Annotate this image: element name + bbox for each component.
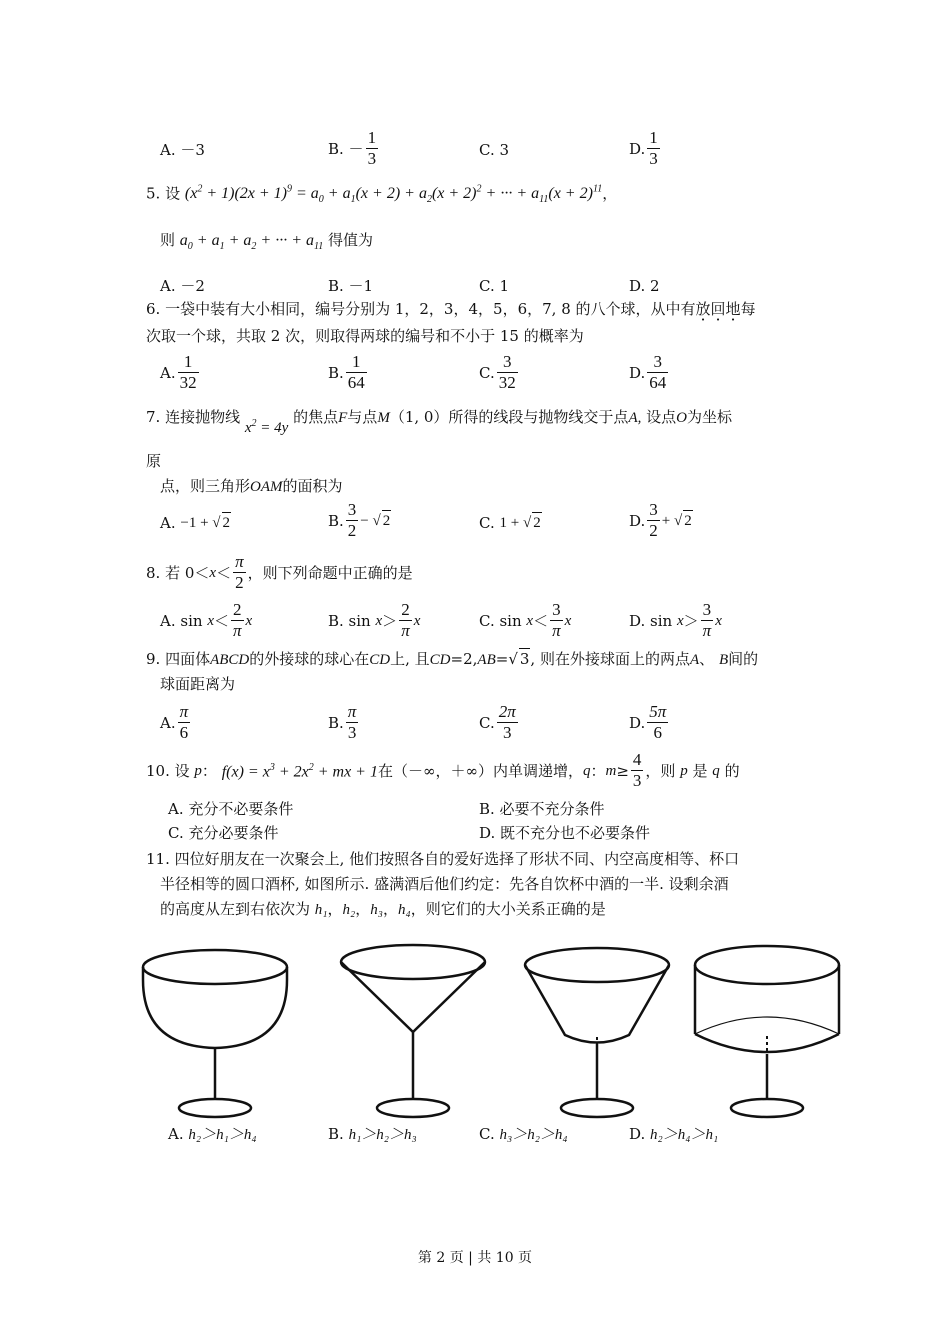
q6-option-b: B. $\frac{1}{64}$ (328, 352, 365, 392)
q11-option-d: D. h₂＞h₄＞h₁ (629, 1125, 719, 1143)
q9-option-b: B. $\frac{\pi}{3}$ (328, 702, 357, 742)
q7-option-b: B. $\frac{3}{2}$ − √ 2 (328, 500, 391, 540)
q11-option-c: C. h₃＞h₂＞h₄ (479, 1125, 568, 1143)
cone-glass-icon (341, 945, 485, 1117)
q4-option-a: A. －3 (160, 141, 205, 159)
q5-option-c: C. 1 (479, 277, 510, 295)
q6-line1: 6. 一袋中装有大小相同，编号分别为 1，2，3，4，5，6，7, 8 的八个球，从中有放回地每 (146, 300, 756, 318)
q7-option-a: A. −1 + √ 2 (160, 513, 231, 532)
q10-option-a: A. 充分不必要条件 (168, 800, 294, 818)
q10-option-d: D. 既不充分也不必要条件 (479, 824, 651, 842)
q7-line2: 原 (146, 452, 162, 470)
q7-line3: 点，则三角形OAM的面积为 (160, 477, 343, 495)
q9-option-c: C. $\frac{2\pi}{3}$ (479, 702, 516, 742)
q5-option-d: D. 2 (629, 277, 660, 295)
q9-option-a: A. $\frac{\pi}{6}$ (160, 702, 189, 742)
q6-option-c: C. $\frac{3}{32}$ (479, 352, 516, 392)
q6-option-d: D. $\frac{3}{64}$ (629, 352, 667, 392)
q9-option-d: D. $\frac{5\pi}{6}$ (629, 702, 667, 742)
page-footer: 第 2 页 | 共 10 页 (417, 1250, 533, 1266)
hemisphere-glass-icon (143, 950, 287, 1117)
q11-line2: 半径相等的圆口酒杯, 如图所示. 盛满酒后他们约定：先各自饮杯中酒的一半. 设剩余酒 (160, 875, 729, 893)
q4-option-d: D. $\frac{1}{3}$ (629, 128, 658, 168)
q6-line2: 次取一个球，共取 2 次，则取得两球的编号和不小于 15 的概率为 (146, 327, 584, 345)
q7-option-d: D. $\frac{3}{2}$ + √ 2 (629, 500, 692, 540)
q4-option-c: C. 3 (479, 141, 510, 159)
q7-option-c: C. 1 + √ 2 (479, 513, 541, 532)
q8-option-b: B. sin x ＞ $\frac{2}{\pi}$ x (328, 600, 421, 640)
q8-stem: 8. 若 0＜ x ＜ $\frac{\pi}{2}$ ，则下列命题中正确的是 (146, 552, 413, 592)
frustum-glass-icon (525, 948, 669, 1117)
q4-option-b: B. － $\frac{1}{3}$ (328, 128, 377, 168)
q5-line2: 则 $a_0 + a_1 + a_2$ + ··· + $a_{11}$ 得值为 (160, 231, 374, 253)
q5-option-a: A. －2 (160, 277, 205, 295)
q10-stem: 10. 设 p ： $f(x) = x^3 + 2x^2$ + mx + 1 在（－∞，＋∞）内单调递增， q ： m ≥ $\frac{4}{3}$ ，则 p 是 q 的 (146, 750, 740, 790)
q7-line1: 7. 连接抛物线 $x^2 = 4y$ 的焦点F与点M（1, 0）所得的线段与抛物线交于点A, 设点O为坐标 (146, 408, 732, 436)
q10-option-c: C. 充分必要条件 (168, 824, 279, 842)
q6-option-a: A. $\frac{1}{32}$ (160, 352, 197, 392)
q10-option-b: B. 必要不充分条件 (479, 800, 605, 818)
q8-option-d: D. sin x ＞ $\frac{3}{\pi}$ x (629, 600, 722, 640)
q8-option-a: A. sin x ＜ $\frac{2}{\pi}$ x (160, 600, 253, 640)
q9-line2: 球面距离为 (160, 675, 236, 693)
q5-stem: 5. 设 $(x^2 + 1)(2x + 1)^9 = a_0 + a_1(x + 2) + a_2(x + 2)^2$ + ··· + $a_{11}(x + 2)^{11}$， (146, 184, 618, 206)
q11-line3: 的高度从左到右依次为 h₁，h₂，h₃，h₄，则它们的大小关系正确的是 (160, 900, 606, 918)
q8-option-c: C. sin x ＜ $\frac{3}{\pi}$ x (479, 600, 572, 640)
q11-line1: 11. 四位好朋友在一次聚会上, 他们按照各自的爱好选择了形状不同、内空高度相等、杯口 (146, 850, 740, 868)
q11-option-b: B. h₁＞h₂＞h₃ (328, 1125, 417, 1143)
q5-option-b: B. －1 (328, 277, 374, 295)
q11-option-a: A. h₂＞h₁＞h₄ (168, 1125, 257, 1143)
q9-line1: 9. 四面体ABCD的外接球的球心在CD上, 且CD=2,AB=√ 3, 则在外接球面上的两点A、 B间的 (146, 650, 759, 668)
cylinder-glass-icon (695, 946, 839, 1117)
